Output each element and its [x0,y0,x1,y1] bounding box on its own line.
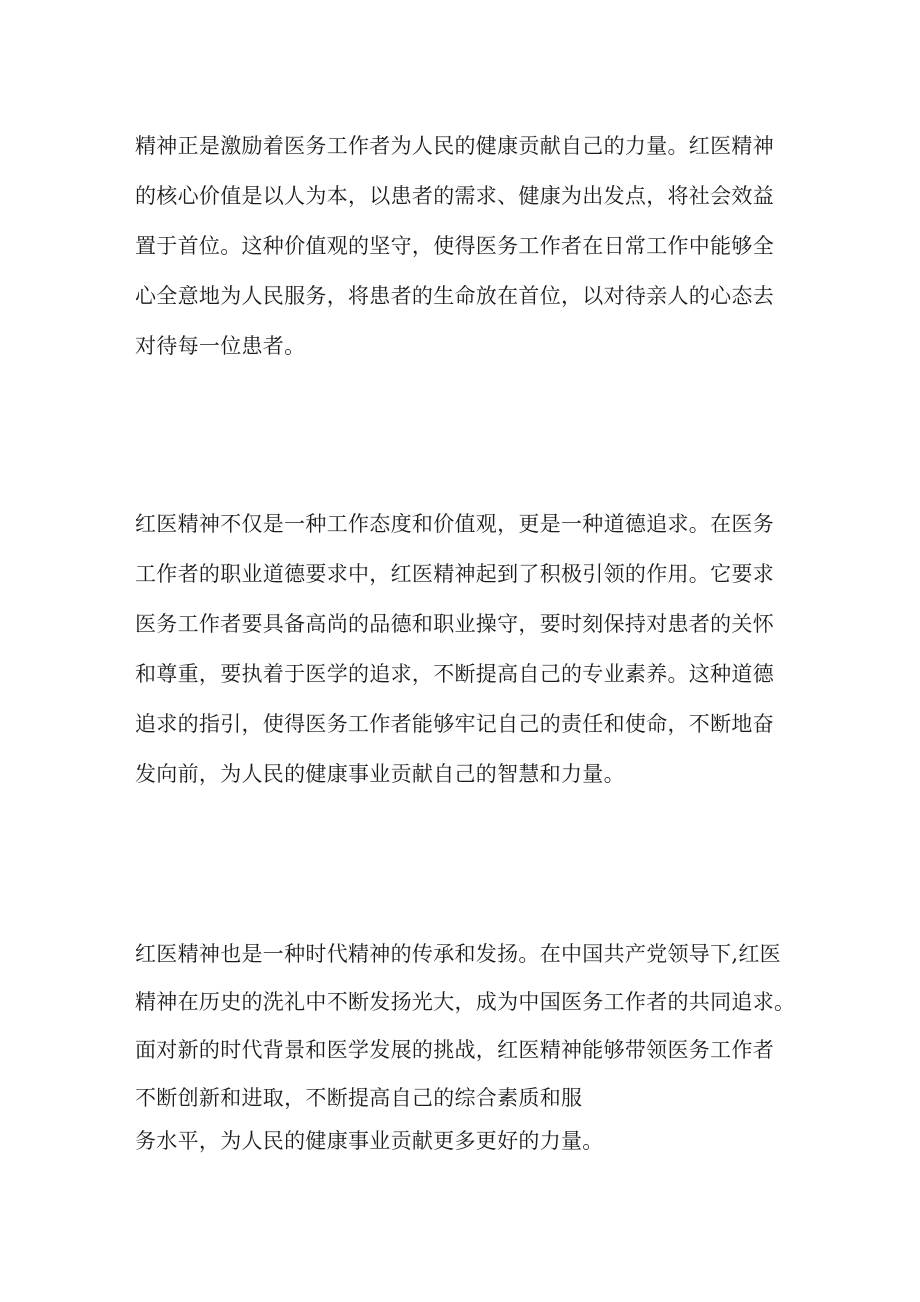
paragraph-line: 工作者的职业道德要求中，红医精神起到了积极引领的作用。它要求 [135,562,774,586]
paragraph-3 [135,930,815,1160]
paragraph-line: 发向前，为人民的健康事业贡献自己的智慧和力量。 [135,762,625,786]
paragraph-1 [135,121,815,371]
paragraph-2 [135,499,815,799]
paragraph-line: 红医精神不仅是一种工作态度和价值观，更是一种道德追求。在医务 [135,512,774,536]
paragraph-line: 对待每一位患者。 [135,334,306,358]
paragraph-line: 医务工作者要具备高尚的品德和职业操守，要时刻保持对患者的关怀 [135,612,774,636]
paragraph-line: 精神正是激励着医务工作者为人民的健康贡献自己的力量。红医精神 [135,134,774,158]
paragraph-line: 红医精神也是一种时代精神的传承和发扬。在中国共产党领导下,红医 [135,942,781,966]
paragraph-line: 追求的指引，使得医务工作者能够牢记自己的责任和使命，不断地奋 [135,712,774,736]
paragraph-line: 心全意地为人民服务，将患者的生命放在首位，以对待亲人的心态去 [135,284,774,308]
paragraph-line: 面对新的时代背景和医学发展的挑战，红医精神能够带领医务工作者 [135,1038,774,1062]
paragraph-line: 的核心价值是以人为本，以患者的需求、健康为出发点，将社会效益 [135,184,774,208]
paragraph-line: 置于首位。这种价值观的坚守，使得医务工作者在日常工作中能够全 [135,234,774,258]
paragraph-line: 务水平，为人民的健康事业贡献更多更好的力量。 [135,1129,604,1153]
paragraph-line: 和尊重，要执着于医学的追求，不断提高自己的专业素养。这种道德 [135,662,774,686]
paragraph-line: 精神在历史的洗礼中不断发扬光大，成为中国医务工作者的共同追求。 [135,990,796,1014]
paragraph-line: 不断创新和进取，不断提高自己的综合素质和服 [135,1086,583,1110]
